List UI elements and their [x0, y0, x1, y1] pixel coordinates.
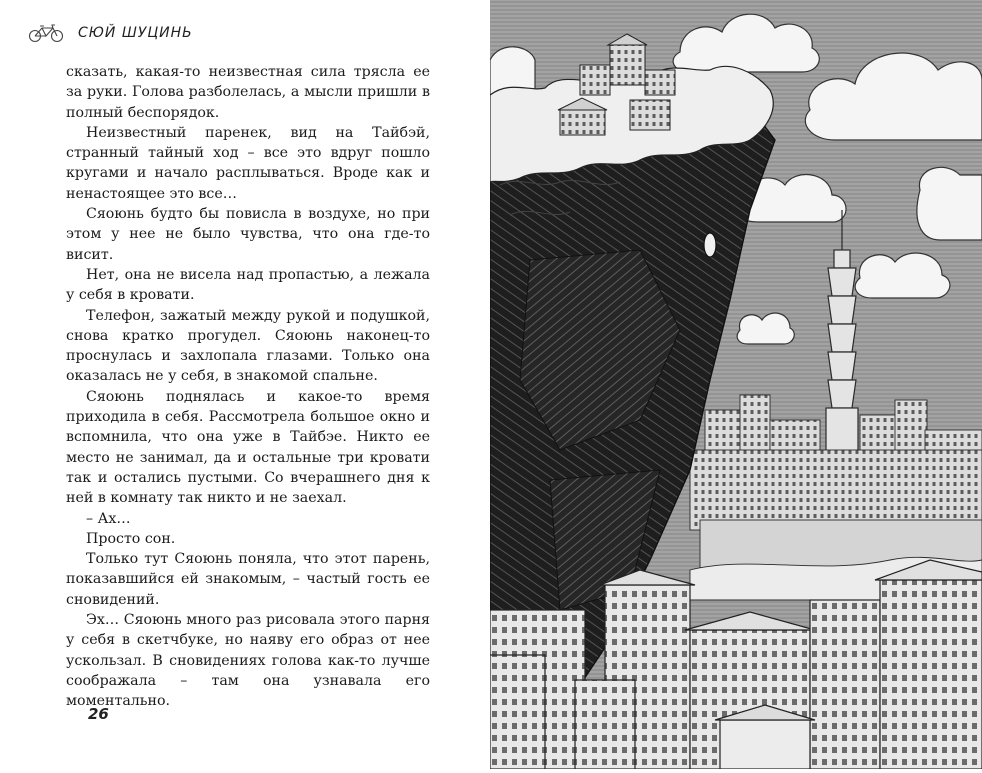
paragraph: Только тут Сяоюнь поняла, что этот парень, показавшийся ей знакомым, – частый гость ее сновидений. — [66, 551, 430, 608]
author-name: СЮЙ ШУЦИНЬ — [78, 25, 193, 41]
paragraph: Эх… Сяоюнь много раз рисовала этого парня у себя в скетчбуке, но наяву его образ от нее ускользал. В сновидениях голова как-то лучше соображала – там она узнавала его моментально. — [66, 612, 430, 710]
paragraph: сказать, какая-то неизвестная сила трясла ее за руки. Голова разболелась, а мысли пришли в полный беспорядок. — [66, 64, 430, 121]
body-text — [66, 62, 430, 712]
paragraph: Сяоюнь будто бы повисла в воздухе, но при этом у нее не было чувства, что она где-то висит. — [66, 206, 430, 263]
paragraph: Просто сон. — [86, 530, 176, 547]
running-header — [28, 22, 193, 44]
bicycle-icon — [28, 23, 64, 43]
left-page — [0, 0, 490, 769]
paragraph: Сяоюнь поднялась и какое-то время приходила в себя. Рассмотрела большое окно и вспомнила, что она уже в Тайбэе. Никто ее место не занимал, да и остальные три кровати так и остались пустыми. Со вчерашнего дня к ней в комнату так никто и не заехал. — [66, 388, 430, 507]
city-illustration — [490, 0, 982, 769]
paragraph: Неизвестный паренек, вид на Тайбэй, странный тайный ход – все это вдруг пошло кругами и начало расплываться. Вроде как и ненастоящее это все… — [66, 124, 430, 202]
paragraph: Телефон, зажатый между рукой и подушкой, снова кратко прогудел. Сяоюнь наконец-то проснулась и захлопала глазами. Только она оказалась не у себя, в знакомой спальне. — [66, 307, 430, 385]
paragraph: – Ах… — [86, 510, 131, 527]
page-number: 26 — [88, 705, 109, 723]
cave-entrance — [704, 233, 716, 257]
paragraph: Нет, она не висела над пропастью, а лежала у себя в кровати. — [66, 266, 430, 304]
illustration — [490, 0, 982, 769]
